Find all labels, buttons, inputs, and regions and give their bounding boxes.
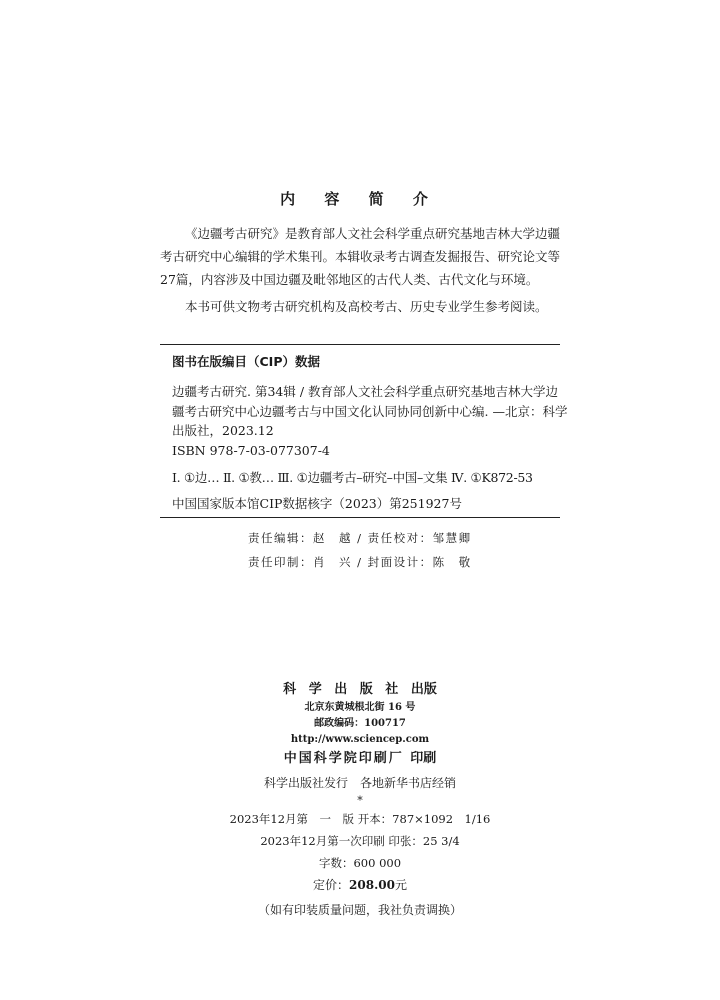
cip-block	[172, 352, 572, 513]
cip-line-3: 出版社，2023.12	[172, 423, 274, 438]
summary-para2: 本书可供文物考古研究机构及高校考古、历史专业学生参考阅读。	[185, 299, 548, 314]
price-line	[0, 874, 720, 896]
cip-classification: Ⅰ. ①边… Ⅱ. ①教… Ⅲ. ①边疆考古–研究–中国–文集 Ⅳ. ①K872-53	[172, 470, 533, 485]
publisher-line	[0, 680, 720, 700]
publisher-name: 科 学 出 版 社	[283, 682, 403, 697]
distribution-line: 科学出版社发行 各地新华书店经销	[263, 776, 456, 790]
staff-credits	[248, 526, 472, 574]
word-count: 字数：600 000	[318, 856, 402, 870]
publisher-website: http://www.sciencep.com	[290, 734, 430, 745]
price-label: 定价：	[313, 878, 350, 892]
cip-top-rule	[160, 344, 560, 345]
editors-line: 责任编辑：赵 越 / 责任校对：邹慧卿	[248, 531, 472, 545]
summary-para1-line2: 考古研究中心编辑的学术集刊。本辑收录考古调查发掘报告、研究论文等	[160, 249, 561, 264]
cip-bottom-rule	[160, 517, 560, 518]
printing: 2023年12月第一次印刷	[260, 834, 385, 848]
colophon	[0, 680, 720, 922]
cip-line-2: 疆考古研究中心边疆考古与中国文化认同协同创新中心编. —北京：科学	[172, 403, 568, 419]
price-unit: 元	[394, 878, 407, 892]
summary-para1-line1: 《边疆考古研究》是教育部人文社会科学重点研究基地吉林大学边疆	[185, 226, 561, 241]
edition-line	[0, 808, 720, 830]
format: 开本：787×1092 1/16	[357, 812, 491, 826]
summary-text	[160, 222, 570, 318]
summary-title: 内 容 简 介	[280, 190, 440, 208]
sheets: 印张：25 3/4	[388, 834, 460, 848]
price-value: 208.00	[349, 878, 395, 892]
publisher-postcode: 邮政编码：100717	[314, 718, 406, 729]
cip-line-1: 边疆考古研究. 第34辑 / 教育部人文社会科学重点研究基地吉林大学边	[172, 384, 559, 399]
publisher-suffix: 出版	[410, 682, 437, 697]
quality-notice: （如有印装质量问题，我社负责调换）	[257, 903, 462, 917]
separator-star: *	[357, 794, 363, 807]
cip-heading: 图书在版编目（CIP）数据	[172, 354, 320, 369]
printer-suffix: 印刷	[410, 751, 437, 766]
printer-name: 中国科学院印刷厂	[283, 751, 404, 766]
printer-line	[0, 748, 720, 770]
cip-record-number: 中国国家版本馆CIP数据核字（2023）第251927号	[172, 495, 462, 511]
print-design-line: 责任印制：肖 兴 / 封面设计：陈 敬	[248, 555, 472, 569]
printing-line	[0, 830, 720, 852]
publisher-address: 北京东黄城根北街 16 号	[304, 702, 416, 713]
cip-isbn: ISBN 978-7-03-077307-4	[172, 442, 330, 458]
summary-para1-line3: 27篇，内容涉及中国边疆及毗邻地区的古代人类、古代文化与环境。	[160, 272, 539, 287]
edition: 2023年12月第 一 版	[229, 812, 355, 826]
